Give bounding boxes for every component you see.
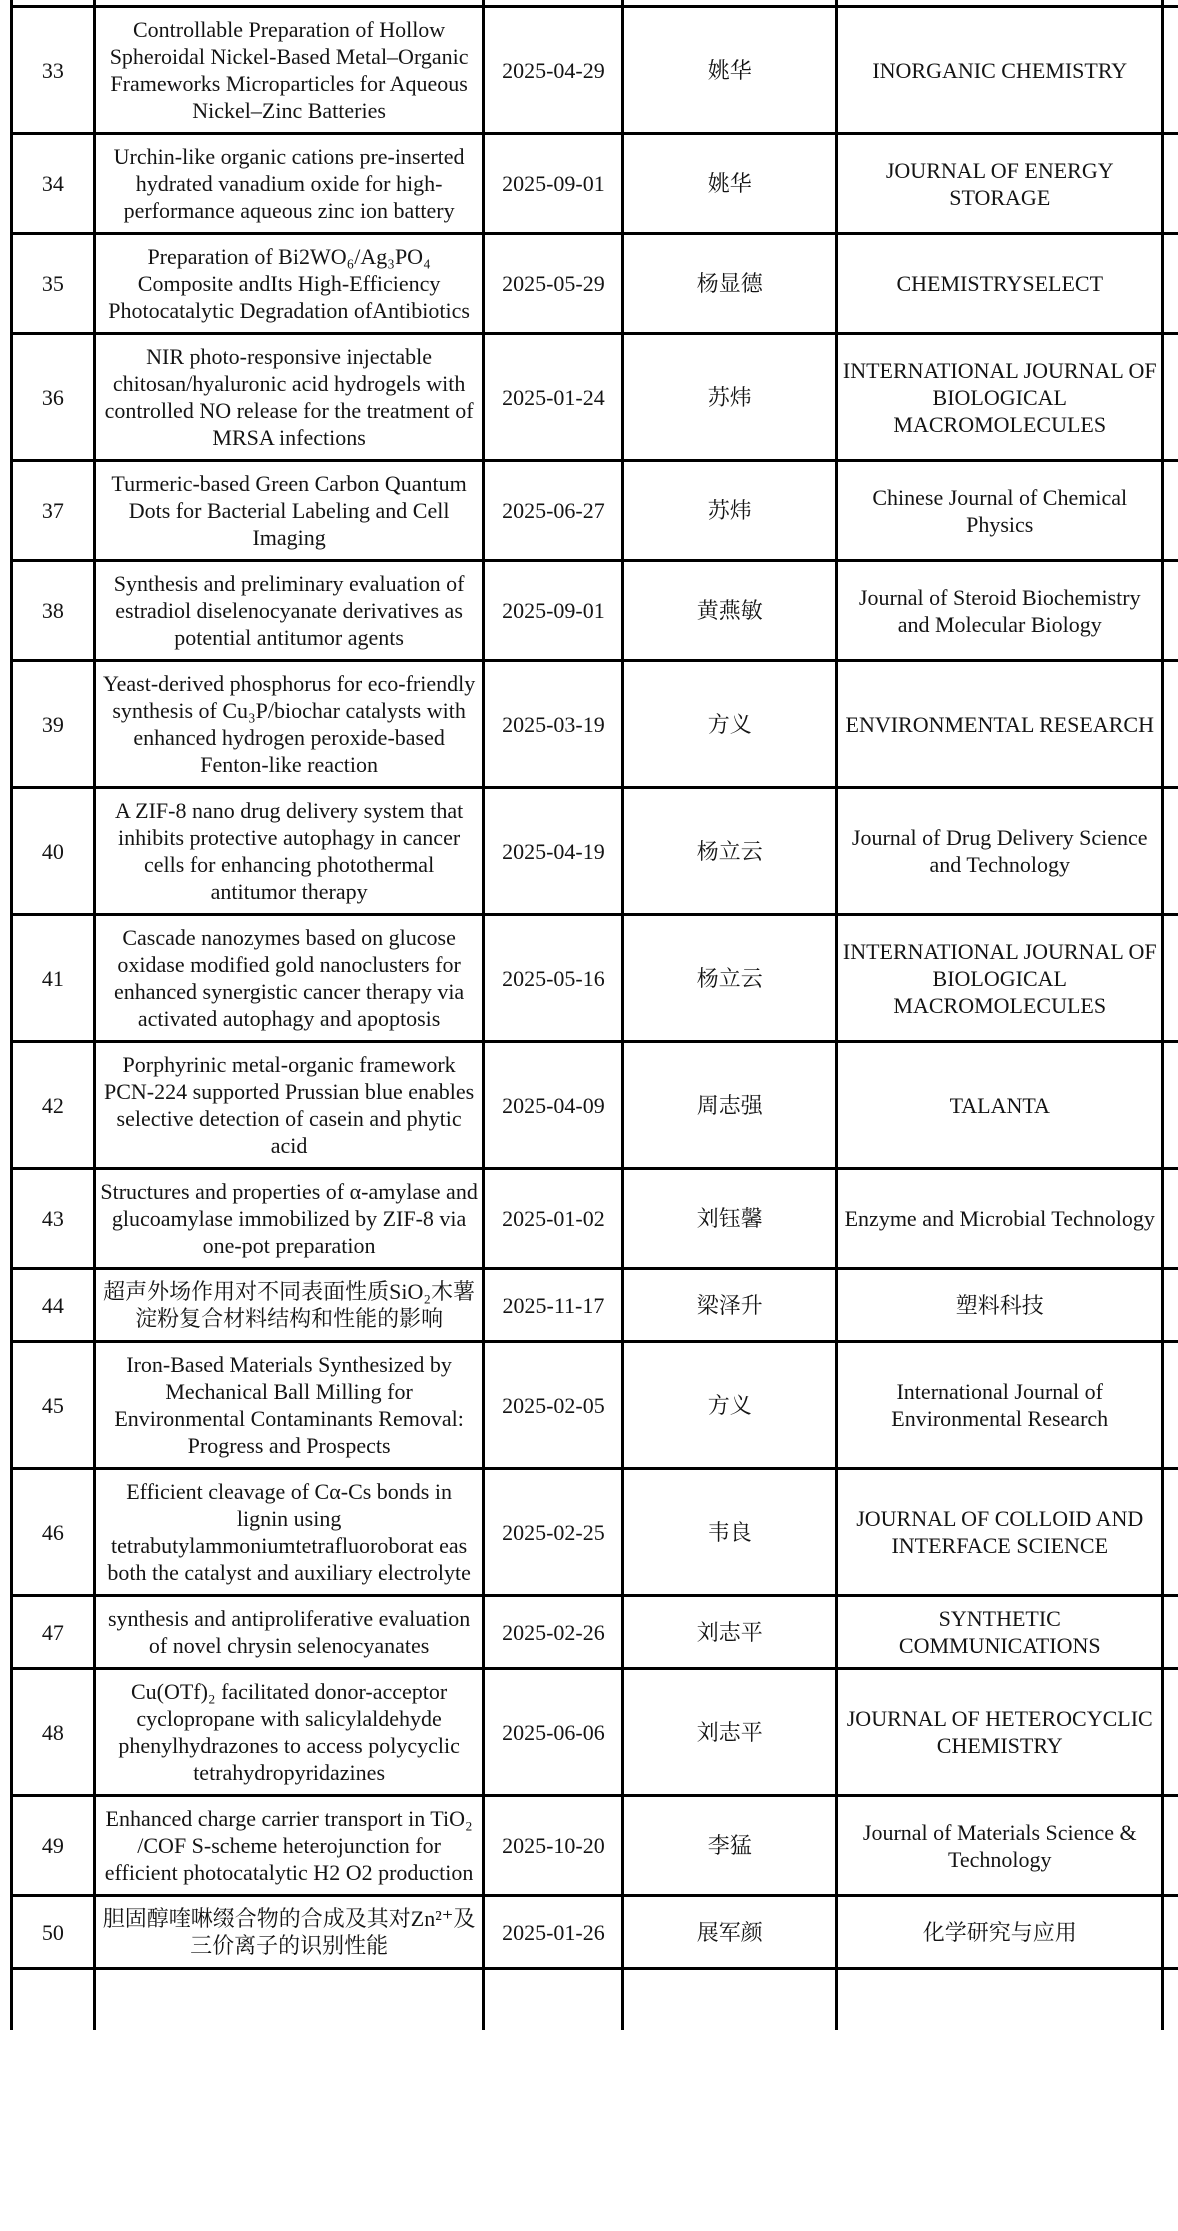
- stub-cell: [1163, 334, 1178, 461]
- partial-cell: [12, 1969, 95, 2031]
- publish-date-cell: 2025-01-24: [484, 334, 623, 461]
- journal-name-cell: JOURNAL OF HETEROCYCLIC CHEMISTRY: [837, 1669, 1163, 1796]
- journal-name-cell: Chinese Journal of Chemical Physics: [837, 461, 1163, 561]
- journal-name-cell: ENVIRONMENTAL RESEARCH: [837, 661, 1163, 788]
- stub-cell: [1163, 561, 1178, 661]
- partial-cell: [623, 1969, 837, 2031]
- table-row: [12, 234, 1178, 334]
- journal-name-cell: INTERNATIONAL JOURNAL OF BIOLOGICAL MACROMOLECULES: [837, 334, 1163, 461]
- table-row: [12, 1896, 1178, 1969]
- journal-name-cell: SYNTHETIC COMMUNICATIONS: [837, 1596, 1163, 1669]
- row-number-cell: 40: [12, 788, 95, 915]
- paper-title-cell: Porphyrinic metal-organic framework PCN-224 supported Prussian blue enables selective detection of casein and phytic acid: [94, 1042, 484, 1169]
- publish-date-cell: 2025-02-26: [484, 1596, 623, 1669]
- paper-title-cell: Controllable Preparation of Hollow Spheroidal Nickel-Based Metal–Organic Frameworks Microparticles for Aqueous Nickel–Zinc Batteries: [94, 7, 484, 134]
- table-row: [12, 1269, 1178, 1342]
- table-row: [12, 1042, 1178, 1169]
- stub-cell: [1163, 1669, 1178, 1796]
- row-number-cell: 43: [12, 1169, 95, 1269]
- author-name-cell: 刘志平: [623, 1669, 837, 1796]
- journal-name-cell: Journal of Materials Science & Technology: [837, 1796, 1163, 1896]
- table-row: [12, 561, 1178, 661]
- stub-cell: [1163, 661, 1178, 788]
- author-name-cell: 周志强: [623, 1042, 837, 1169]
- table-row: [12, 1342, 1178, 1469]
- row-number-cell: 47: [12, 1596, 95, 1669]
- paper-title-cell: 胆固醇喹啉缀合物的合成及其对Zn²⁺及三价离子的识别性能: [94, 1896, 484, 1969]
- partial-cell: [484, 1969, 623, 2031]
- table-row: [12, 1669, 1178, 1796]
- journal-name-cell: 塑料科技: [837, 1269, 1163, 1342]
- publication-table: [10, 0, 1178, 2030]
- row-number-cell: 50: [12, 1896, 95, 1969]
- partial-cell: [94, 1969, 484, 2031]
- author-name-cell: 韦良: [623, 1469, 837, 1596]
- journal-name-cell: 化学研究与应用: [837, 1896, 1163, 1969]
- journal-name-cell: Journal of Drug Delivery Science and Technology: [837, 788, 1163, 915]
- partial-cell: [837, 1969, 1163, 2031]
- publish-date-cell: 2025-04-19: [484, 788, 623, 915]
- table-row: [12, 788, 1178, 915]
- author-name-cell: 李猛: [623, 1796, 837, 1896]
- author-name-cell: 梁泽升: [623, 1269, 837, 1342]
- journal-name-cell: Journal of Steroid Biochemistry and Molecular Biology: [837, 561, 1163, 661]
- author-name-cell: 黄燕敏: [623, 561, 837, 661]
- paper-title-cell: Preparation of Bi2WO₆/Ag₃PO₄ Composite andIts High-Efficiency Photocatalytic Degradation ofAntibiotics: [94, 234, 484, 334]
- stub-cell: [1163, 461, 1178, 561]
- row-number-cell: 42: [12, 1042, 95, 1169]
- author-name-cell: 苏炜: [623, 334, 837, 461]
- stub-cell: [1163, 1596, 1178, 1669]
- publish-date-cell: 2025-06-27: [484, 461, 623, 561]
- paper-title-cell: Urchin-like organic cations pre-inserted hydrated vanadium oxide for high-performance aqueous zinc ion battery: [94, 134, 484, 234]
- row-number-cell: 37: [12, 461, 95, 561]
- paper-title-cell: Cascade nanozymes based on glucose oxidase modified gold nanoclusters for enhanced synergistic cancer therapy via activated autophagy and apoptosis: [94, 915, 484, 1042]
- publish-date-cell: 2025-04-09: [484, 1042, 623, 1169]
- row-number-cell: 45: [12, 1342, 95, 1469]
- row-number-cell: 48: [12, 1669, 95, 1796]
- journal-name-cell: Enzyme and Microbial Technology: [837, 1169, 1163, 1269]
- table-row: [12, 461, 1178, 561]
- author-name-cell: 刘钰馨: [623, 1169, 837, 1269]
- table-row: [12, 334, 1178, 461]
- stub-cell: [1163, 1342, 1178, 1469]
- journal-name-cell: INORGANIC CHEMISTRY: [837, 7, 1163, 134]
- paper-title-cell: Iron-Based Materials Synthesized by Mechanical Ball Milling for Environmental Contaminants Removal: Progress and Prospects: [94, 1342, 484, 1469]
- author-name-cell: 刘志平: [623, 1596, 837, 1669]
- partial-row-bottom: [12, 1969, 1178, 2031]
- author-name-cell: 杨立云: [623, 788, 837, 915]
- stub-cell: [1163, 1469, 1178, 1596]
- author-name-cell: 方义: [623, 1342, 837, 1469]
- journal-name-cell: CHEMISTRYSELECT: [837, 234, 1163, 334]
- author-name-cell: 姚华: [623, 134, 837, 234]
- stub-cell: [1163, 788, 1178, 915]
- partial-cell: [1163, 1969, 1178, 2031]
- stub-cell: [1163, 1896, 1178, 1969]
- author-name-cell: 展军颜: [623, 1896, 837, 1969]
- journal-name-cell: INTERNATIONAL JOURNAL OF BIOLOGICAL MACROMOLECULES: [837, 915, 1163, 1042]
- stub-cell: [1163, 1169, 1178, 1269]
- table-row: [12, 7, 1178, 134]
- row-number-cell: 39: [12, 661, 95, 788]
- table-row: [12, 915, 1178, 1042]
- publish-date-cell: 2025-03-19: [484, 661, 623, 788]
- paper-title-cell: Enhanced charge carrier transport in TiO₂ /COF S-scheme heterojunction for efficient photocatalytic H2 O2 production: [94, 1796, 484, 1896]
- journal-name-cell: JOURNAL OF COLLOID AND INTERFACE SCIENCE: [837, 1469, 1163, 1596]
- publish-date-cell: 2025-02-05: [484, 1342, 623, 1469]
- stub-cell: [1163, 1269, 1178, 1342]
- paper-title-cell: Cu(OTf)₂ facilitated donor-acceptor cyclopropane with salicylaldehyde phenylhydrazones to access polycyclic tetrahydropyridazines: [94, 1669, 484, 1796]
- stub-cell: [1163, 1796, 1178, 1896]
- paper-title-cell: A ZIF-8 nano drug delivery system that inhibits protective autophagy in cancer cells for enhancing photothermal antitumor therapy: [94, 788, 484, 915]
- publish-date-cell: 2025-01-26: [484, 1896, 623, 1969]
- publish-date-cell: 2025-09-01: [484, 561, 623, 661]
- paper-title-cell: 超声外场作用对不同表面性质SiO₂木薯淀粉复合材料结构和性能的影响: [94, 1269, 484, 1342]
- publish-date-cell: 2025-01-02: [484, 1169, 623, 1269]
- author-name-cell: 杨显德: [623, 234, 837, 334]
- stub-cell: [1163, 134, 1178, 234]
- paper-title-cell: Efficient cleavage of Cα-Cs bonds in lignin using tetrabutylammoniumtetrafluoroborat eas both the catalyst and auxiliary electrolyte: [94, 1469, 484, 1596]
- paper-title-cell: Synthesis and preliminary evaluation of estradiol diselenocyanate derivatives as potential antitumor agents: [94, 561, 484, 661]
- row-number-cell: 44: [12, 1269, 95, 1342]
- table-row: [12, 1469, 1178, 1596]
- stub-cell: [1163, 7, 1178, 134]
- publish-date-cell: 2025-04-29: [484, 7, 623, 134]
- table-row: [12, 134, 1178, 234]
- paper-title-cell: NIR photo-responsive injectable chitosan/hyaluronic acid hydrogels with controlled NO release for the treatment of MRSA infections: [94, 334, 484, 461]
- row-number-cell: 33: [12, 7, 95, 134]
- publish-date-cell: 2025-02-25: [484, 1469, 623, 1596]
- row-number-cell: 46: [12, 1469, 95, 1596]
- publish-date-cell: 2025-05-16: [484, 915, 623, 1042]
- paper-title-cell: Structures and properties of α-amylase and glucoamylase immobilized by ZIF-8 via one-pot preparation: [94, 1169, 484, 1269]
- journal-name-cell: TALANTA: [837, 1042, 1163, 1169]
- stub-cell: [1163, 915, 1178, 1042]
- row-number-cell: 41: [12, 915, 95, 1042]
- journal-name-cell: International Journal of Environmental Research: [837, 1342, 1163, 1469]
- publish-date-cell: 2025-06-06: [484, 1669, 623, 1796]
- publish-date-cell: 2025-11-17: [484, 1269, 623, 1342]
- publish-date-cell: 2025-10-20: [484, 1796, 623, 1896]
- table-row: [12, 1796, 1178, 1896]
- paper-title-cell: synthesis and antiproliferative evaluation of novel chrysin selenocyanates: [94, 1596, 484, 1669]
- row-number-cell: 35: [12, 234, 95, 334]
- row-number-cell: 49: [12, 1796, 95, 1896]
- publish-date-cell: 2025-05-29: [484, 234, 623, 334]
- author-name-cell: 杨立云: [623, 915, 837, 1042]
- author-name-cell: 姚华: [623, 7, 837, 134]
- table-row: [12, 1169, 1178, 1269]
- row-number-cell: 36: [12, 334, 95, 461]
- stub-cell: [1163, 1042, 1178, 1169]
- table-body: [12, 0, 1178, 2030]
- author-name-cell: 方义: [623, 661, 837, 788]
- table-row: [12, 661, 1178, 788]
- row-number-cell: 34: [12, 134, 95, 234]
- journal-name-cell: JOURNAL OF ENERGY STORAGE: [837, 134, 1163, 234]
- row-number-cell: 38: [12, 561, 95, 661]
- paper-title-cell: Turmeric-based Green Carbon Quantum Dots for Bacterial Labeling and Cell Imaging: [94, 461, 484, 561]
- table-row: [12, 1596, 1178, 1669]
- publish-date-cell: 2025-09-01: [484, 134, 623, 234]
- paper-title-cell: Yeast-derived phosphorus for eco-friendly synthesis of Cu₃P/biochar catalysts with enhanced hydrogen peroxide-based Fenton-like reaction: [94, 661, 484, 788]
- stub-cell: [1163, 234, 1178, 334]
- author-name-cell: 苏炜: [623, 461, 837, 561]
